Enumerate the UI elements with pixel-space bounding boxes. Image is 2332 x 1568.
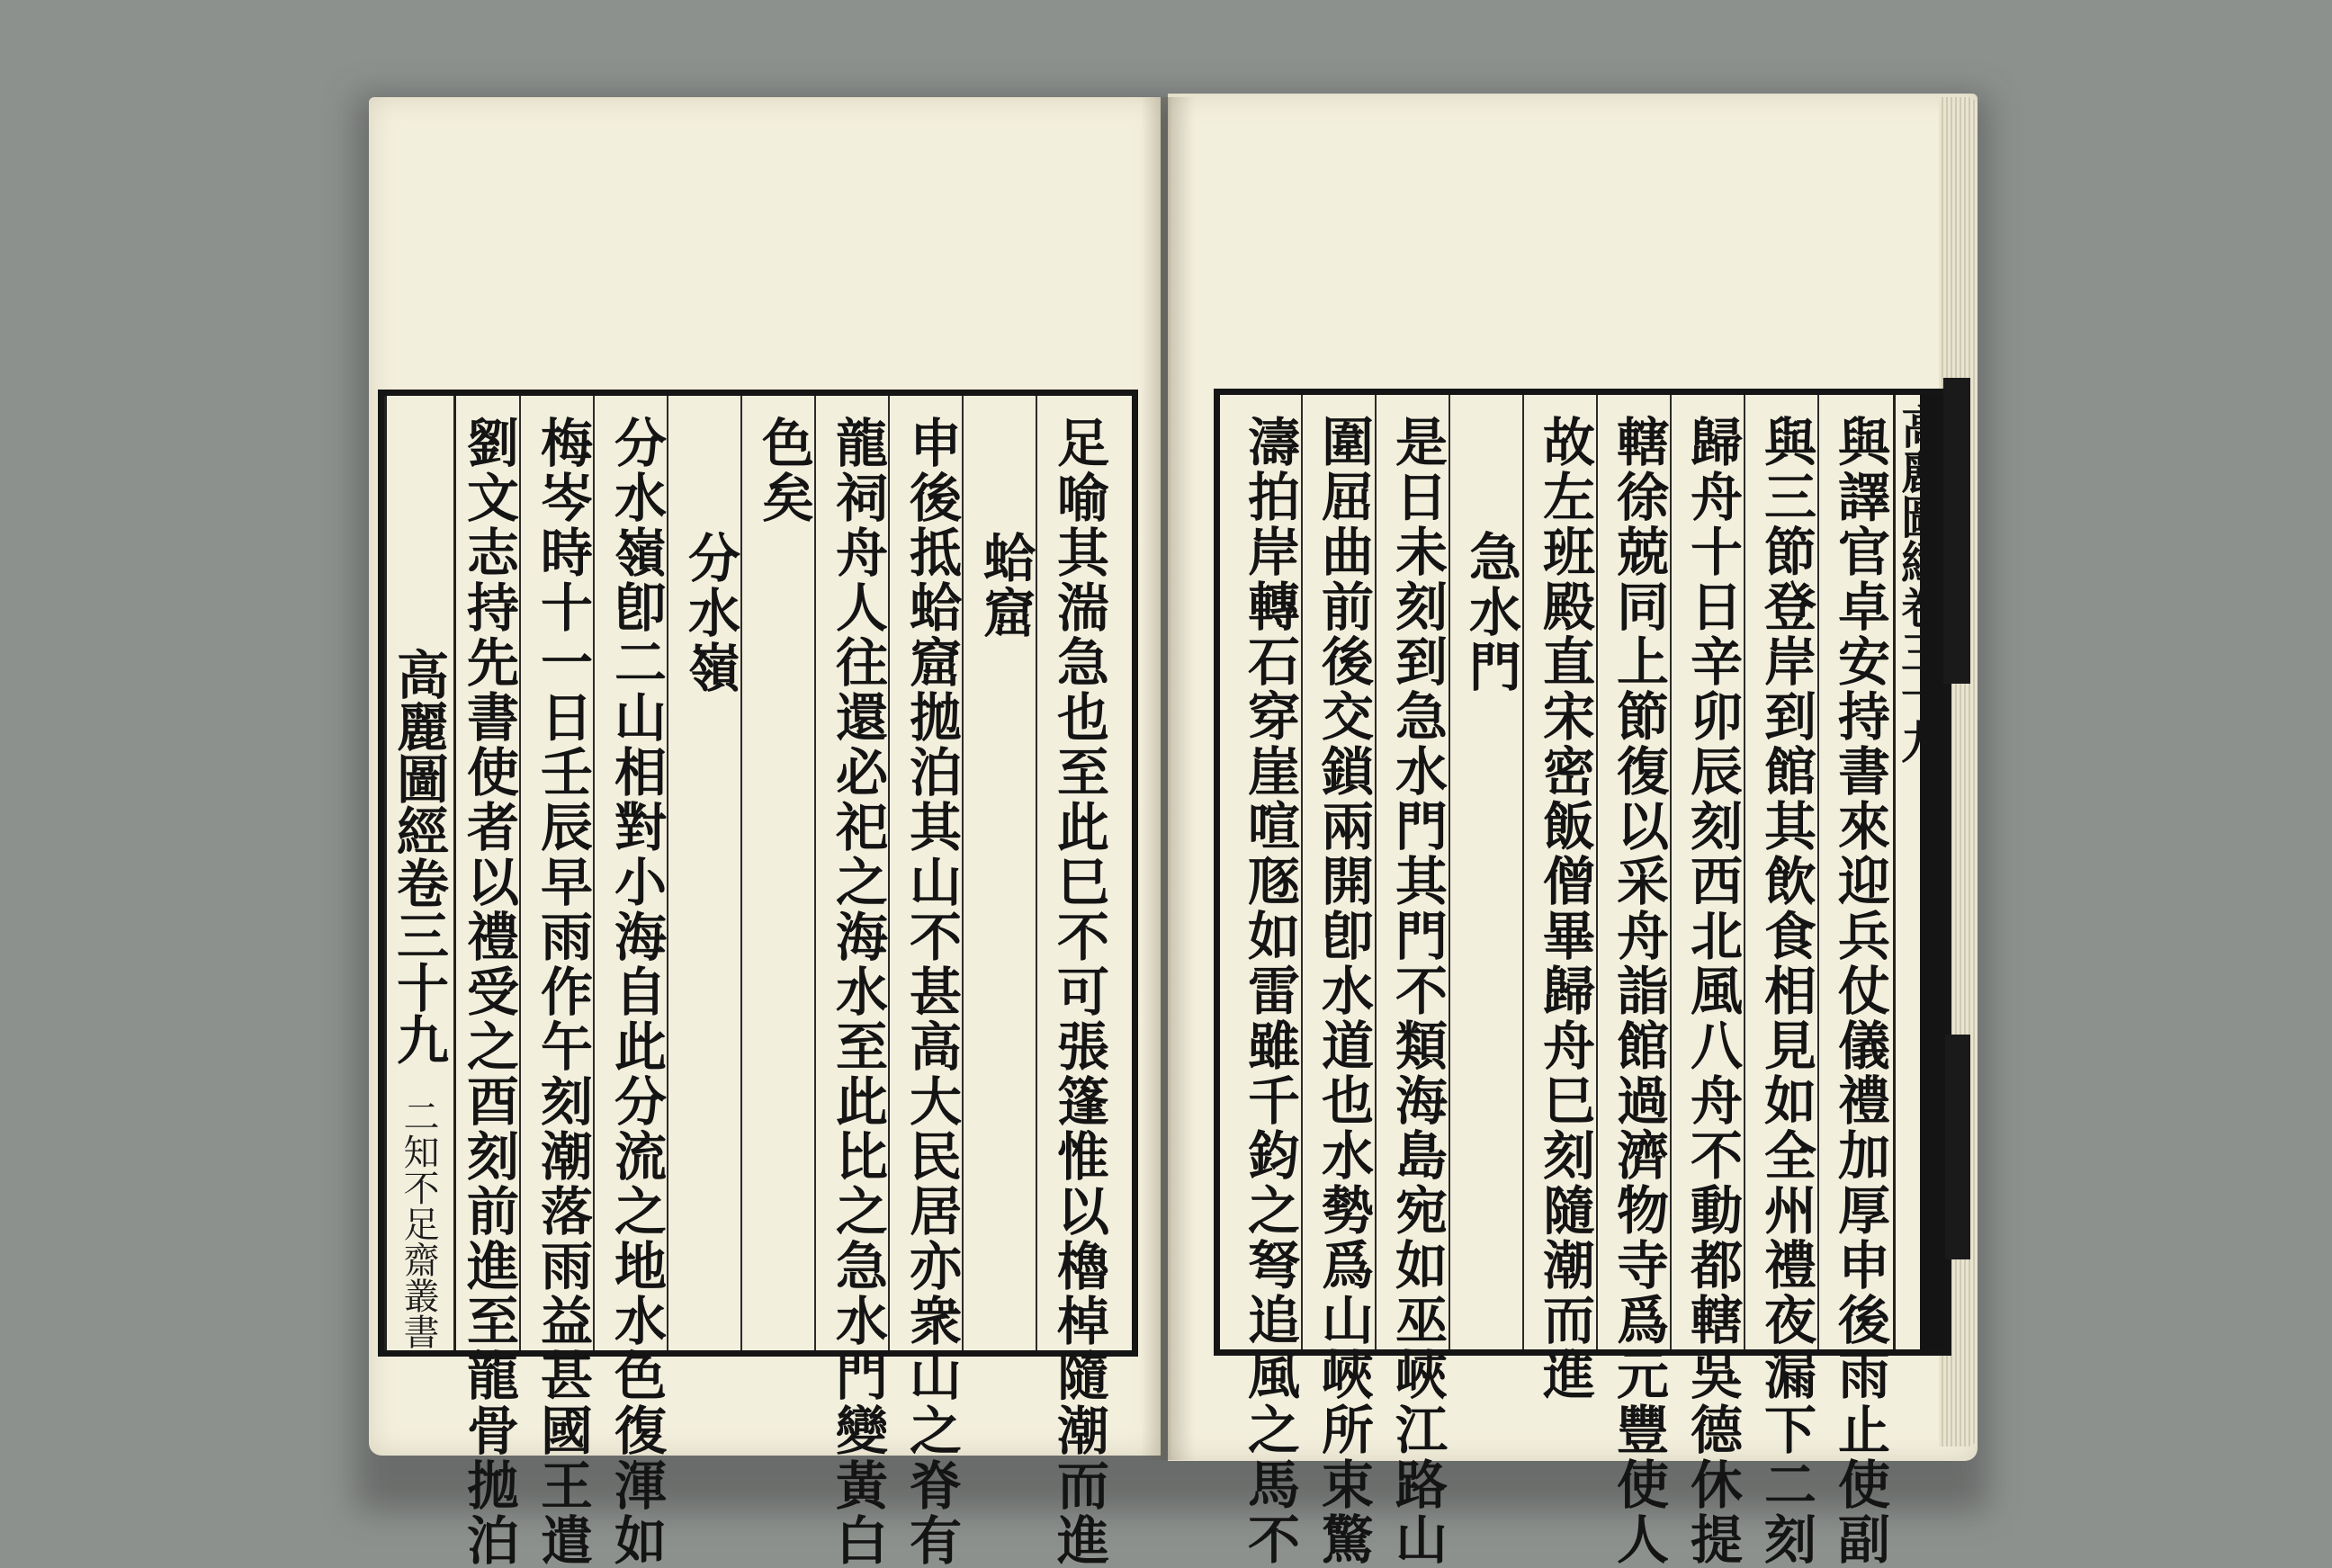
text-column: 劉文志持先書使者以禮受之酉刻前進至龍骨拋泊 xyxy=(458,416,519,1568)
text-column: 與譯官卓安持書來迎兵仗儀禮加厚申後雨止使副 xyxy=(1829,415,1890,1567)
column-rule xyxy=(888,396,890,1350)
right-page-frame xyxy=(1214,389,1951,1567)
text-column: 與三節登岸到館其飲食相見如全州禮夜漏下二刻 xyxy=(1755,415,1816,1567)
text-column: 濤拍岸轉石穿崖喧豗如雷雖千鈞之弩追風之馬不 xyxy=(1239,415,1300,1567)
column-rule xyxy=(1449,395,1450,1349)
text-column: 轄徐兢同上節復以采舟詣館過濟物寺爲元豐使人 xyxy=(1608,415,1669,1567)
column-rule xyxy=(962,396,964,1350)
column-rule xyxy=(1522,395,1524,1349)
text-column: 梅岑時十一日壬辰早雨作午刻潮落雨益甚國王遣 xyxy=(532,416,593,1568)
column-rule xyxy=(814,396,816,1350)
text-column: 故左班殿直宋密飯僧畢歸舟巳刻隨潮而進 xyxy=(1534,415,1595,1402)
section-heading: 急水門 xyxy=(1460,530,1521,694)
text-column: 歸舟十日辛卯辰刻西北風八舟不動都轄吳德休提 xyxy=(1682,415,1743,1567)
ink-edge-block xyxy=(1943,378,1970,684)
section-heading: 分水嶺 xyxy=(679,531,740,695)
text-column: 龍祠舟人往還必祀之海水至此比之急水門變黃白 xyxy=(827,416,888,1568)
column-rule xyxy=(593,396,595,1350)
book-gutter xyxy=(1141,97,1195,1460)
column-rule xyxy=(1596,395,1598,1349)
section-heading: 蛤窟 xyxy=(974,531,1036,641)
column-rule xyxy=(1744,395,1745,1349)
text-column: 圍屈曲前後交鎖兩開卽水道也水勢爲山峽所束驚 xyxy=(1313,415,1374,1567)
text-column: 分水嶺卽二山相對小海自此分流之地水色復渾如 xyxy=(605,416,667,1568)
column-rule xyxy=(519,396,521,1350)
ink-edge-block xyxy=(1945,1035,1970,1259)
text-column: 色矣 xyxy=(753,416,814,525)
center-title: 高麗圖經卷三十九 xyxy=(388,648,449,1065)
center-footer: 二知不足齋叢書 xyxy=(398,1098,439,1349)
text-column: 是日未刻到急水門其門不類海島宛如巫峽江路山 xyxy=(1386,415,1448,1567)
column-rule xyxy=(667,396,668,1350)
column-rule xyxy=(740,396,742,1350)
banxin-strip-left xyxy=(384,396,456,1350)
column-rule xyxy=(1670,395,1672,1349)
left-page-frame xyxy=(378,390,1138,1568)
column-rule xyxy=(1375,395,1377,1349)
column-rule xyxy=(1036,396,1037,1350)
column-rule xyxy=(1817,395,1819,1349)
text-column: 足喻其湍急也至此巳不可張篷惟以櫓棹隨潮而進 xyxy=(1048,416,1109,1568)
text-column: 申後抵蛤窟拋泊其山不甚高大民居亦衆山之脊有 xyxy=(901,416,962,1568)
column-rule xyxy=(1301,395,1303,1349)
